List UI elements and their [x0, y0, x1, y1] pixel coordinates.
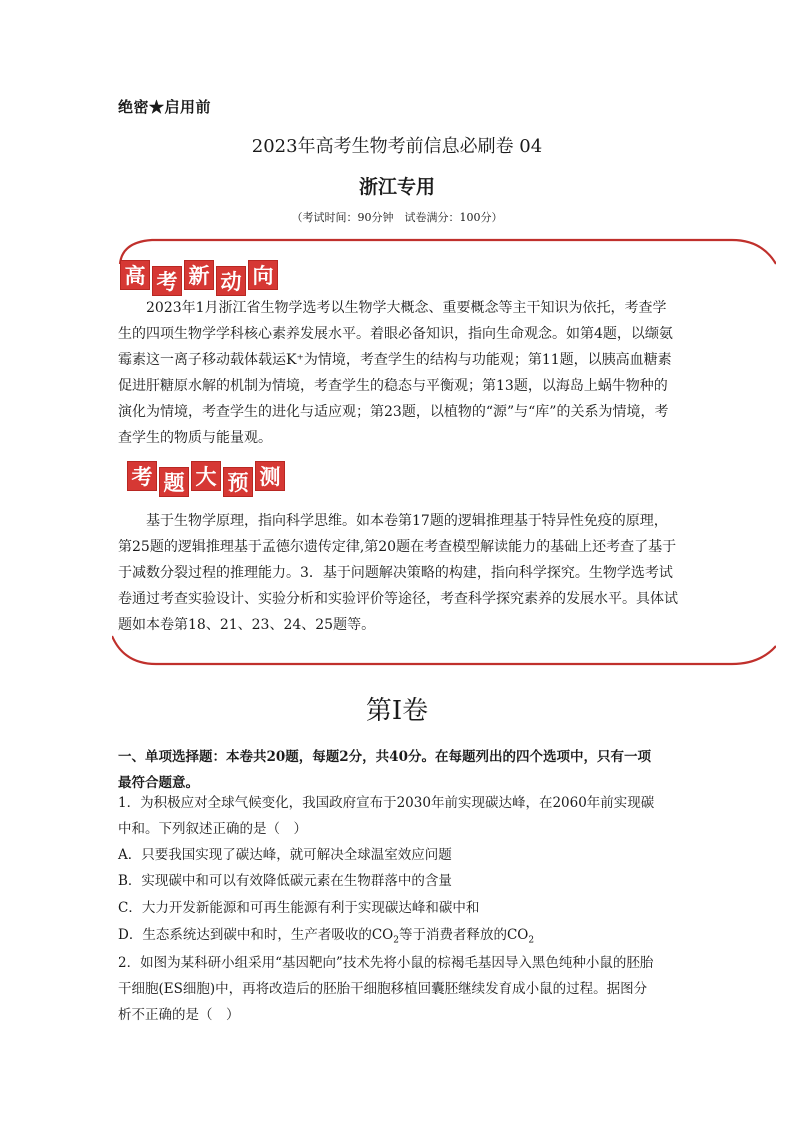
- badge-gaokao-xindongxiang: [120, 260, 278, 296]
- paragraph-line: 第25题的逻辑推理基于孟德尔遗传定律,第20题在考查模型解读能力的基础上还考查了基于: [118, 539, 677, 555]
- secret-label: 绝密★启用前: [118, 98, 212, 116]
- heading-line: 最符合题意。: [118, 775, 199, 791]
- badge-kaoti-dayuce: [127, 461, 285, 497]
- paragraph-line: 霉素这一离子移动载体载运K⁺为情境，考查学生的结构与功能观；第11题，以胰高血糖素: [118, 352, 672, 368]
- option-d-text: 等于消费者释放的CO: [398, 927, 529, 943]
- badge-tile: 动: [216, 266, 246, 296]
- paragraph-line: 卷通过考查实验设计、实验分析和实验评价等途径，考查科学探究素养的发展水平。具体试: [118, 591, 678, 607]
- stem-line: 干细胞(ES细胞)中，再将改造后的胚胎干细胞移植回囊胚继续发育成小鼠的过程。据图分: [118, 981, 648, 997]
- badge-tile: 大: [191, 461, 221, 491]
- badge-tile: 题: [159, 467, 189, 497]
- stem-line: 析不正确的是（ ）: [118, 1007, 240, 1023]
- trend-paragraph: [118, 295, 678, 451]
- q1-option-c[interactable]: C．大力开发新能源和可再生能源有利于实现碳达峰和碳中和: [118, 900, 480, 916]
- q1-option-d[interactable]: [118, 923, 534, 946]
- stem-line: 中和。下列叙述正确的是（ ）: [118, 821, 307, 837]
- section-heading: [118, 744, 684, 796]
- paragraph-line: 题如本卷第18、21、23、24、25题等。: [118, 617, 376, 633]
- q1-option-b[interactable]: B．实现碳中和可以有效降低碳元素在生物群落中的含量: [118, 873, 452, 889]
- badge-tile: 预: [223, 467, 253, 497]
- stem-line: 1．为积极应对全球气候变化，我国政府宣布于2030年前实现碳达峰，在2060年前实现碳: [118, 795, 655, 811]
- badge-tile: 测: [255, 461, 285, 491]
- badge-tile: 考: [127, 461, 157, 491]
- paragraph-line: 基于生物学原理，指向科学思维。如本卷第17题的逻辑推理基于特异性免疫的原理，: [118, 513, 668, 529]
- exam-meta: （考试时间：90分钟 试卷满分：100分）: [291, 211, 503, 224]
- exam-title: 2023年高考生物考前信息必刷卷 04: [251, 136, 543, 157]
- paragraph-line: 生的四项生物学学科核心素养发展水平。着眼必备知识，指向生命观念。如第4题，以缬氨: [118, 326, 673, 342]
- paragraph-line: 于减数分裂过程的推理能力。3．基于问题解决策略的构建，指向科学探究。生物学选考试: [118, 565, 673, 581]
- paragraph-line: 2023年1月浙江省生物学选考以生物学大概念、重要概念等主干知识为依托，考查学: [118, 300, 667, 316]
- badge-tile: 高: [120, 260, 150, 290]
- badge-tile: 新: [184, 260, 214, 290]
- badge-tile: 考: [152, 266, 182, 296]
- paragraph-line: 促进肝糖原水解的机制为情境，考查学生的稳态与平衡观；第13题，以海岛上蜗牛物种的: [118, 378, 668, 394]
- subscript-2: 2: [528, 935, 535, 946]
- q1-option-a[interactable]: A．只要我国实现了碳达峰，就可解决全球温室效应问题: [118, 847, 452, 863]
- option-d-text: D．生态系统达到碳中和时，生产者吸收的CO: [118, 927, 394, 943]
- prediction-paragraph: [118, 508, 678, 638]
- volume-title: 第Ⅰ卷: [365, 696, 429, 726]
- badge-tile: 向: [248, 260, 278, 290]
- paragraph-line: 演化为情境，考查学生的进化与适应观；第23题，以植物的“源”与“库”的关系为情境，考: [118, 404, 669, 420]
- paragraph-line: 查学生的物质与能量观。: [118, 430, 272, 446]
- heading-line: 一、单项选择题：本卷共20题，每题2分，共40分。在每题列出的四个选项中，只有一项: [118, 749, 651, 765]
- question-2-stem: [118, 950, 684, 1028]
- stem-line: 2．如图为某科研小组采用“基因靶向”技术先将小鼠的棕褐毛基因导入黑色纯种小鼠的胚胎: [118, 955, 654, 971]
- subscript-2: 2: [393, 935, 399, 946]
- question-1-stem: [118, 790, 684, 842]
- exam-subtitle: 浙江专用: [358, 176, 435, 198]
